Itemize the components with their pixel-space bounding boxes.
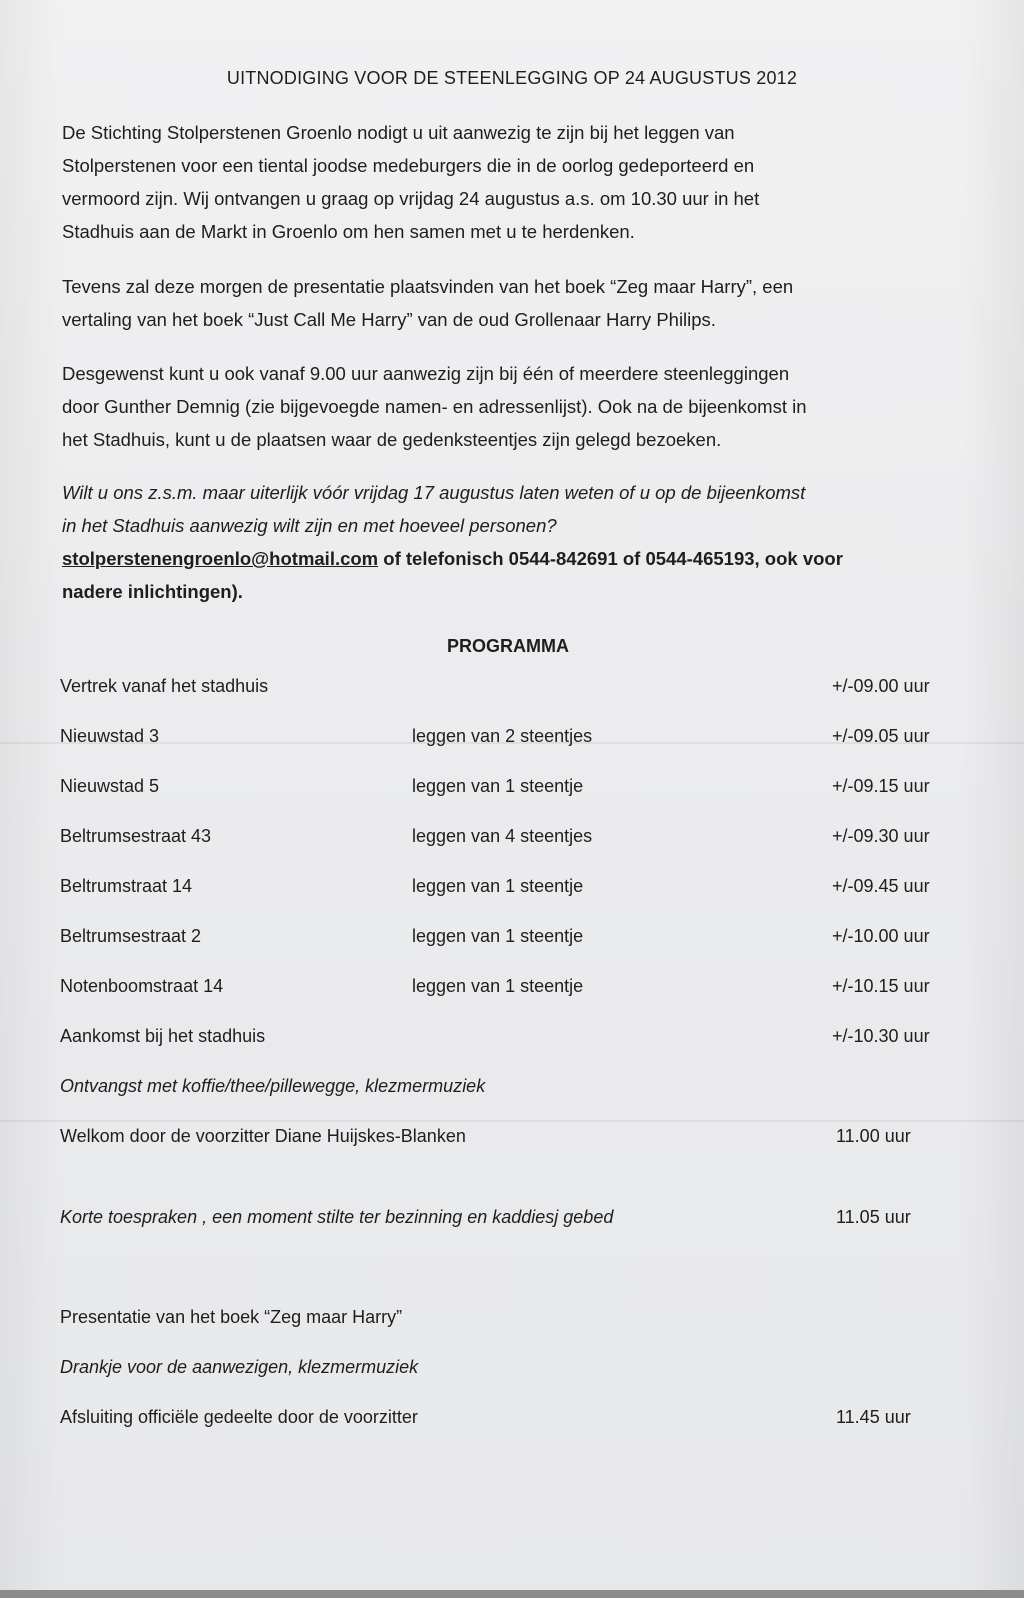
program-event xyxy=(60,1126,960,1152)
contact-line: nadere inlichtingen). xyxy=(62,581,243,602)
text-line: Stolperstenen voor een tiental joodse medeburgers die in de oorlog gedeporteerd en xyxy=(62,155,755,176)
program-row xyxy=(60,826,960,852)
program-event xyxy=(60,1357,960,1383)
program-event-time: 11.05 uur xyxy=(836,1207,911,1227)
text-line: Wilt u ons z.s.m. maar uiterlijk vóór vrijdag 17 augustus laten weten of u op de bijeenkomst xyxy=(62,482,806,503)
program-event-text: Ontvangst met koffie/thee/pillewegge, klezmermuziek xyxy=(60,1076,486,1096)
program-activity: leggen van 1 steentje xyxy=(412,876,584,896)
program-location: Aankomst bij het stadhuis xyxy=(60,1026,266,1046)
book-presentation-paragraph xyxy=(62,270,962,336)
program-time: +/-09.00 uur xyxy=(832,676,930,696)
program-row xyxy=(60,976,960,1002)
program-event-text: Welkom door de voorzitter Diane Huijskes-Blanken xyxy=(60,1126,466,1146)
program-location: Vertrek vanaf het stadhuis xyxy=(60,676,269,696)
text-line: Tevens zal deze morgen de presentatie plaatsvinden van het boek “Zeg maar Harry”, een xyxy=(62,276,794,297)
intro-paragraph xyxy=(62,116,962,248)
paper-fold-line xyxy=(0,1120,1024,1122)
program-time: +/-09.05 uur xyxy=(832,726,930,746)
program-time: +/-10.00 uur xyxy=(832,926,930,946)
document-title: UITNODIGING VOOR DE STEENLEGGING OP 24 AUGUSTUS 2012 xyxy=(226,68,798,88)
text-line: vermoord zijn. Wij ontvangen u graag op vrijdag 24 augustus a.s. om 10.30 uur in het xyxy=(62,188,760,209)
program-event xyxy=(60,1307,960,1333)
program-row xyxy=(60,676,960,702)
optional-attendance-paragraph xyxy=(62,357,962,456)
text-line: Desgewenst kunt u ook vanaf 9.00 uur aanwezig zijn bij één of meerdere steenleggingen xyxy=(62,363,790,384)
program-row xyxy=(60,1026,960,1052)
program-activity: leggen van 1 steentje xyxy=(412,976,584,996)
program-location: Notenboomstraat 14 xyxy=(60,976,224,996)
program-location: Beltrumsestraat 2 xyxy=(60,926,202,946)
program-activity: leggen van 4 steentjes xyxy=(412,826,593,846)
program-event-text: Afsluiting officiële gedeelte door de voorzitter xyxy=(60,1407,418,1427)
program-row xyxy=(60,776,960,802)
text-line: in het Stadhuis aanwezig wilt zijn en met hoeveel personen? xyxy=(62,515,557,536)
program-time: +/-09.15 uur xyxy=(832,776,930,796)
email-link[interactable]: stolperstenengroenlo@hotmail.com xyxy=(62,548,379,569)
program-event-text: Drankje voor de aanwezigen, klezmermuziek xyxy=(60,1357,419,1377)
program-heading: PROGRAMMA xyxy=(447,636,569,656)
text-line: vertaling van het boek “Just Call Me Harry” van de oud Grollenaar Harry Philips. xyxy=(62,309,716,330)
program-event xyxy=(60,1076,960,1102)
program-row xyxy=(60,926,960,952)
phone-text: of telefonisch 0544-842691 of 0544-465193, ook voor xyxy=(378,548,843,569)
program-time: +/-10.30 uur xyxy=(832,1026,930,1046)
text-line: De Stichting Stolperstenen Groenlo nodigt u uit aanwezig te zijn bij het leggen van xyxy=(62,122,735,143)
program-time: +/-09.45 uur xyxy=(832,876,930,896)
text-line: Stadhuis aan de Markt in Groenlo om hen samen met u te herdenken. xyxy=(62,221,635,242)
program-time: +/-10.15 uur xyxy=(832,976,930,996)
text-line: door Gunther Demnig (zie bijgevoegde namen- en adressenlijst). Ook na de bijeenkomst in xyxy=(62,396,807,417)
program-location: Beltrumsestraat 43 xyxy=(60,826,212,846)
program-row xyxy=(60,876,960,902)
scan-bottom-edge xyxy=(0,1590,1024,1598)
text-line: het Stadhuis, kunt u de plaatsen waar de gedenksteentjes zijn gelegd bezoeken. xyxy=(62,429,722,450)
program-event-text: Presentatie van het boek “Zeg maar Harry” xyxy=(60,1307,403,1327)
program-event-time: 11.45 uur xyxy=(836,1407,911,1427)
contact-info xyxy=(62,542,962,608)
program-location: Beltrumstraat 14 xyxy=(60,876,193,896)
rsvp-request-paragraph xyxy=(62,476,962,542)
program-activity: leggen van 1 steentje xyxy=(412,926,584,946)
program-activity: leggen van 2 steentjes xyxy=(412,726,593,746)
program-location: Nieuwstad 3 xyxy=(60,726,160,746)
program-event xyxy=(60,1207,960,1233)
program-row xyxy=(60,726,960,752)
program-time: +/-09.30 uur xyxy=(832,826,930,846)
program-activity: leggen van 1 steentje xyxy=(412,776,584,796)
contact-line xyxy=(62,542,962,575)
program-event-text: Korte toespraken , een moment stilte ter bezinning en kaddiesj gebed xyxy=(60,1207,614,1227)
program-event-time: 11.00 uur xyxy=(836,1126,911,1146)
program-location: Nieuwstad 5 xyxy=(60,776,160,796)
program-event xyxy=(60,1407,960,1433)
